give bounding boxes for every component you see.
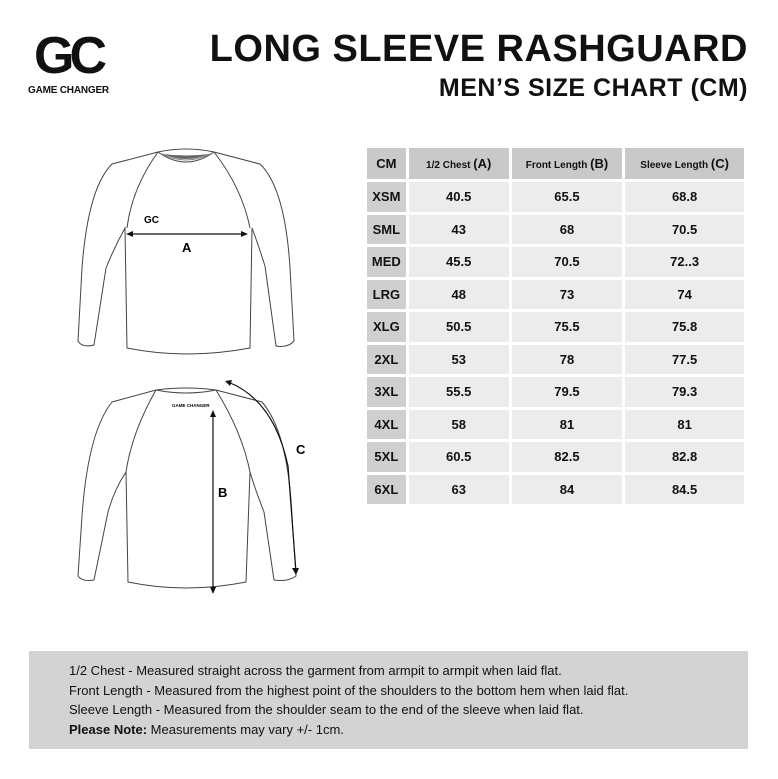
sleeve-length-cell: 84.5 xyxy=(625,475,744,505)
size-cell: XLG xyxy=(367,312,406,342)
brand-name: GAME CHANGER xyxy=(28,85,109,96)
brand-logo-mark: GC xyxy=(34,27,102,85)
table-row xyxy=(367,442,744,472)
chest-cell: 43 xyxy=(409,215,509,245)
front-garment-diagram xyxy=(70,148,302,363)
note-text: Measurements may vary +/- 1cm. xyxy=(147,721,344,737)
back-garment-diagram xyxy=(70,376,320,608)
size-cell: 4XL xyxy=(367,410,406,440)
header-front-length: Front Length (B) xyxy=(512,148,623,179)
size-cell: 5XL xyxy=(367,442,406,472)
table-row xyxy=(367,247,744,277)
sleeve-length-cell: 81 xyxy=(625,410,744,440)
chest-cell: 40.5 xyxy=(409,182,509,212)
sleeve-arrow-top xyxy=(225,380,232,386)
table-row xyxy=(367,475,744,505)
sleeve-length-cell: 79.3 xyxy=(625,377,744,407)
chest-cell: 45.5 xyxy=(409,247,509,277)
front-chest-logo: GC xyxy=(144,215,159,226)
sleeve-length-cell: 77.5 xyxy=(625,345,744,375)
table-row xyxy=(367,215,744,245)
chest-cell: 50.5 xyxy=(409,312,509,342)
note-chest: 1/2 Chest - Measured straight across the garment from armpit to armpit when laid flat. xyxy=(69,663,562,678)
note-front-length: Front Length - Measured from the highest point of the shoulders to the bottom hem when laid flat. xyxy=(69,682,629,698)
brand-logo xyxy=(28,27,128,100)
measure-label-b: B xyxy=(218,485,228,500)
page-title xyxy=(210,28,748,104)
front-length-cell: 79.5 xyxy=(512,377,623,407)
measure-label-a: A xyxy=(182,240,192,255)
front-length-cell: 82.5 xyxy=(512,442,623,472)
sleeve-length-cell: 75.8 xyxy=(625,312,744,342)
length-arrow-top xyxy=(210,410,216,417)
chest-arrow-left xyxy=(126,231,133,237)
table-row xyxy=(367,182,744,212)
front-length-cell: 73 xyxy=(512,280,623,310)
chest-cell: 53 xyxy=(409,345,509,375)
size-cell: 6XL xyxy=(367,475,406,505)
size-cell: SML xyxy=(367,215,406,245)
header-chest: 1/2 Chest (A) xyxy=(409,148,509,179)
back-raglan-seam-right xyxy=(216,390,250,472)
length-arrow-bottom xyxy=(210,587,216,594)
back-neck-text: GAME CHANGER xyxy=(172,403,210,408)
sleeve-arrow-bottom xyxy=(292,568,299,575)
size-cell: XSM xyxy=(367,182,406,212)
front-length-cell: 65.5 xyxy=(512,182,623,212)
chest-cell: 60.5 xyxy=(409,442,509,472)
table-row xyxy=(367,280,744,310)
sleeve-length-cell: 82.8 xyxy=(625,442,744,472)
table-row xyxy=(367,377,744,407)
front-length-cell: 70.5 xyxy=(512,247,623,277)
title-main: LONG SLEEVE RASHGUARD xyxy=(209,28,748,70)
header-cm: CM xyxy=(367,148,406,179)
size-cell: 2XL xyxy=(367,345,406,375)
note-label: Please Note: xyxy=(69,721,148,737)
chest-arrow-right xyxy=(241,231,248,237)
measurement-notes xyxy=(29,651,748,749)
sleeve-measure-line xyxy=(228,382,296,572)
size-chart-table xyxy=(364,145,747,507)
front-length-cell: 84 xyxy=(512,475,623,505)
measure-label-c: C xyxy=(296,442,306,457)
table-row xyxy=(367,345,744,375)
note-sleeve-length: Sleeve Length - Measured from the shoulder seam to the end of the sleeve when laid flat. xyxy=(69,702,584,717)
front-length-cell: 68 xyxy=(512,215,623,245)
note-disclaimer xyxy=(69,720,748,740)
back-raglan-seam-left xyxy=(126,390,156,472)
sleeve-length-cell: 68.8 xyxy=(625,182,744,212)
chest-cell: 58 xyxy=(409,410,509,440)
chest-cell: 55.5 xyxy=(409,377,509,407)
front-length-cell: 81 xyxy=(512,410,623,440)
front-length-cell: 78 xyxy=(512,345,623,375)
back-collar xyxy=(156,390,216,393)
back-body-outline xyxy=(78,388,296,588)
table-row xyxy=(367,410,744,440)
table-header-row xyxy=(367,148,744,179)
size-cell: 3XL xyxy=(367,377,406,407)
chest-cell: 63 xyxy=(409,475,509,505)
sleeve-length-cell: 70.5 xyxy=(625,215,744,245)
sleeve-length-cell: 74 xyxy=(625,280,744,310)
sleeve-length-cell: 72..3 xyxy=(625,247,744,277)
front-length-cell: 75.5 xyxy=(512,312,623,342)
table-row xyxy=(367,312,744,342)
header-sleeve-length: Sleeve Length (C) xyxy=(625,148,744,179)
front-raglan-seam-right xyxy=(214,152,250,228)
title-sub: MEN’S SIZE CHART (CM) xyxy=(438,74,748,102)
size-cell: LRG xyxy=(367,280,406,310)
chest-cell: 48 xyxy=(409,280,509,310)
size-cell: MED xyxy=(367,247,406,277)
